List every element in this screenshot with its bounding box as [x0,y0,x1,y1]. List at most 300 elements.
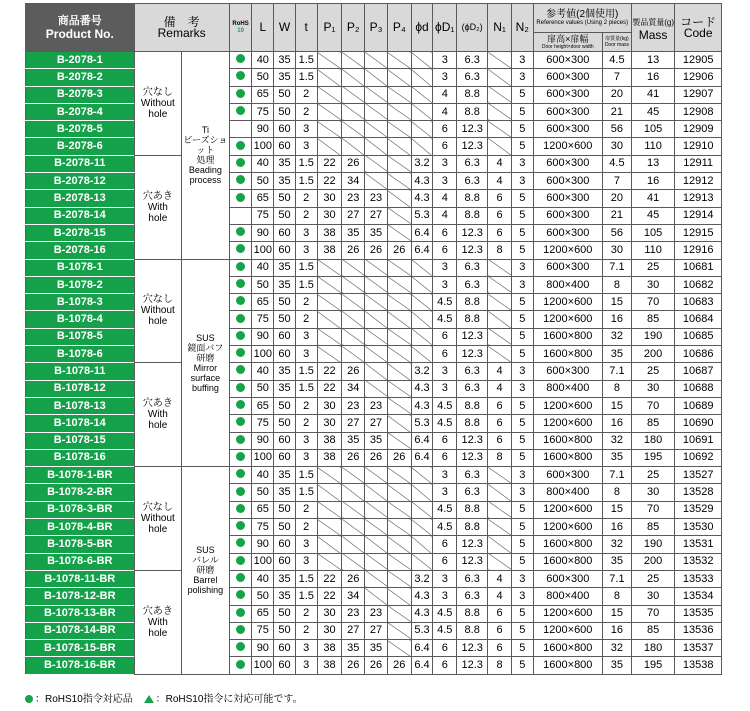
material-finish [182,467,230,675]
cell-L: 65 [252,294,274,311]
cell-D1: 4 [433,103,457,120]
cell-D2: 8.8 [457,397,488,414]
remark-line: hole [148,108,168,120]
cell-N1 [488,259,512,276]
rohs-leaf-icon: 10 [237,27,244,34]
cell-N2: 3 [511,276,533,293]
product-mass: 70 [631,294,674,311]
product-number: B-1078-11-BR [26,570,135,587]
cell-W: 60 [274,553,296,570]
cell-D1: 6 [433,536,457,553]
door-size: 1200×600 [533,501,602,518]
cell-P1 [317,276,342,293]
cell-N2: 3 [511,380,533,397]
cell-N2: 3 [511,52,533,69]
rohs-circle-icon [236,296,245,305]
door-mass: 56 [602,121,631,138]
door-mass: 7.1 [602,259,631,276]
cell-P4 [387,415,411,432]
cell-L: 90 [252,121,274,138]
product-number: B-1078-12-BR [26,588,135,605]
rohs-cell [229,484,252,501]
cell-t: 1.5 [295,173,317,190]
cell-P2: 34 [342,588,365,605]
door-size: 600×300 [533,103,602,120]
cell-L: 40 [252,155,274,172]
cell-W: 50 [274,415,296,432]
table-row [26,69,722,86]
cell-N2: 5 [511,121,533,138]
cell-D1: 6 [433,640,457,657]
cell-P4 [387,294,411,311]
product-number: B-2078-16 [26,242,135,259]
cell-N1: 8 [488,449,512,466]
cell-W: 60 [274,536,296,553]
material-line: process [189,175,222,186]
table-row [26,553,722,570]
door-mass: 32 [602,432,631,449]
cell-W: 60 [274,346,296,363]
cell-P3: 35 [365,640,388,657]
door-size: 1600×800 [533,432,602,449]
cell-P2 [342,121,365,138]
cell-D2: 12.3 [457,224,488,241]
product-code: 13538 [675,657,722,674]
rohs-circle-icon [236,573,245,582]
door-size: 1200×600 [533,397,602,414]
cell-P4 [387,380,411,397]
product-mass: 190 [631,328,674,345]
product-code: 13528 [675,484,722,501]
door-mass: 7.1 [602,570,631,587]
cell-D1: 3 [433,259,457,276]
col-D2: (ϕD₂) [457,4,488,52]
cell-P1 [317,52,342,69]
cell-P4 [387,173,411,190]
cell-L: 75 [252,207,274,224]
door-mass: 16 [602,311,631,328]
rohs-cell [229,536,252,553]
door-size: 1600×800 [533,449,602,466]
product-code: 10690 [675,415,722,432]
remark-with-hole [134,155,182,259]
cell-P3 [365,363,388,380]
cell-D1: 4.5 [433,605,457,622]
rohs-cell [229,121,252,138]
cell-P1: 22 [317,380,342,397]
product-number: B-1078-16-BR [26,657,135,674]
cell-P3: 23 [365,605,388,622]
product-code: 13531 [675,536,722,553]
product-mass: 190 [631,536,674,553]
product-code: 12910 [675,138,722,155]
cell-W: 60 [274,224,296,241]
cell-P4: 26 [387,657,411,674]
cell-P3 [365,501,388,518]
remark-line: 穴なし [142,502,173,514]
rohs-circle-icon [236,590,245,599]
cell-P1 [317,294,342,311]
rohs-circle-icon [236,262,245,271]
rohs-cell [229,380,252,397]
door-mass: 7 [602,173,631,190]
rohs-circle-icon [236,348,245,357]
rohs-cell [229,415,252,432]
cell-P1 [317,467,342,484]
cell-P1 [317,138,342,155]
cell-W: 50 [274,622,296,639]
cell-P3: 27 [365,415,388,432]
cell-N2: 5 [511,657,533,674]
product-mass: 105 [631,224,674,241]
cell-W: 60 [274,657,296,674]
col-P2: P₂ [342,4,365,52]
door-size: 1600×800 [533,657,602,674]
cell-L: 100 [252,553,274,570]
product-mass: 200 [631,346,674,363]
cell-t: 3 [295,242,317,259]
cell-t: 1.5 [295,380,317,397]
cell-N2: 5 [511,622,533,639]
cell-d [411,103,433,120]
product-code: 12916 [675,242,722,259]
cell-P2 [342,328,365,345]
rohs-cell [229,432,252,449]
cell-P1: 30 [317,207,342,224]
cell-P2: 34 [342,173,365,190]
cell-D2: 8.8 [457,207,488,224]
cell-L: 65 [252,397,274,414]
cell-P4 [387,467,411,484]
material-line: SUS [196,332,215,343]
cell-t: 2 [295,397,317,414]
cell-W: 50 [274,103,296,120]
cell-P3 [365,155,388,172]
cell-W: 50 [274,397,296,414]
cell-D2: 8.8 [457,311,488,328]
cell-t: 3 [295,432,317,449]
cell-P1 [317,311,342,328]
cell-t: 2 [295,103,317,120]
table-row [26,173,722,190]
door-size: 1200×600 [533,138,602,155]
cell-N1 [488,311,512,328]
remark-no-hole [134,259,182,363]
table-row [26,380,722,397]
cell-P1: 22 [317,588,342,605]
door-size: 600×300 [533,570,602,587]
cell-P4 [387,276,411,293]
table-row [26,242,722,259]
cell-W: 35 [274,276,296,293]
cell-d [411,52,433,69]
cell-t: 1.5 [295,52,317,69]
door-size: 600×300 [533,363,602,380]
cell-t: 2 [295,622,317,639]
cell-N1: 4 [488,588,512,605]
remark-line: Without [140,305,175,317]
cell-W: 50 [274,501,296,518]
cell-P2 [342,69,365,86]
cell-D1: 3 [433,155,457,172]
product-code: 10692 [675,449,722,466]
door-mass: 4.5 [602,52,631,69]
cell-P2: 27 [342,622,365,639]
product-number: B-1078-1-BR [26,467,135,484]
table-row [26,397,722,414]
cell-L: 50 [252,173,274,190]
cell-W: 35 [274,259,296,276]
rohs-cell [229,449,252,466]
cell-P3: 35 [365,432,388,449]
cell-W: 35 [274,588,296,605]
door-mass: 35 [602,346,631,363]
product-mass: 85 [631,415,674,432]
rohs-triangle-icon [144,695,154,703]
material-line: バレル [192,555,219,566]
rohs-circle-icon [236,314,245,323]
remark-line: hole [148,420,168,432]
cell-D2: 6.3 [457,259,488,276]
rohs-circle-icon [236,331,245,340]
rohs-cell [229,69,252,86]
cell-t: 1.5 [295,259,317,276]
cell-d: 6.4 [411,432,433,449]
rohs-circle-icon [236,469,245,478]
door-size: 800×400 [533,276,602,293]
rohs-circle-icon [236,383,245,392]
cell-d [411,553,433,570]
cell-L: 50 [252,484,274,501]
product-number: B-2078-3 [26,86,135,103]
cell-L: 40 [252,363,274,380]
cell-N2: 5 [511,294,533,311]
cell-W: 60 [274,432,296,449]
cell-t: 2 [295,294,317,311]
cell-N1 [488,294,512,311]
cell-W: 60 [274,328,296,345]
cell-N2: 3 [511,155,533,172]
cell-D2: 6.3 [457,155,488,172]
cell-N2: 5 [511,242,533,259]
cell-P2: 35 [342,640,365,657]
cell-d [411,467,433,484]
rohs-cell [229,103,252,120]
door-size: 600×300 [533,259,602,276]
product-code: 13534 [675,588,722,605]
table-row [26,103,722,120]
remark-with-hole [134,570,182,674]
door-size: 800×400 [533,588,602,605]
cell-N1: 6 [488,397,512,414]
product-mass: 16 [631,173,674,190]
door-mass: 8 [602,484,631,501]
cell-d [411,138,433,155]
cell-D1: 4.5 [433,311,457,328]
cell-N2: 5 [511,103,533,120]
cell-L: 100 [252,657,274,674]
cell-D1: 4.5 [433,622,457,639]
rohs-circle-icon [236,89,245,98]
cell-N1: 6 [488,605,512,622]
table-row [26,519,722,536]
product-mass: 13 [631,155,674,172]
cell-P3 [365,121,388,138]
product-number: B-1078-13-BR [26,605,135,622]
rohs-cell [229,155,252,172]
cell-W: 35 [274,570,296,587]
cell-P4 [387,69,411,86]
cell-d: 3.2 [411,155,433,172]
rohs-circle-icon [236,365,245,374]
product-mass: 30 [631,484,674,501]
remark-line: hole [148,212,168,224]
rohs-circle-icon [236,141,245,150]
material-line: ビーズショット [183,135,228,156]
cell-P1 [317,519,342,536]
cell-P2 [342,86,365,103]
door-size: 600×300 [533,121,602,138]
cell-t: 1.5 [295,155,317,172]
product-code: 10681 [675,259,722,276]
cell-W: 50 [274,86,296,103]
cell-P1 [317,69,342,86]
cell-W: 50 [274,311,296,328]
legend-triangle-text: ：RoHS10指令に対応可能です。 [155,694,303,705]
cell-L: 40 [252,570,274,587]
product-number: B-2078-6 [26,138,135,155]
cell-P3 [365,276,388,293]
cell-L: 75 [252,311,274,328]
material-finish [182,52,230,260]
product-mass: 180 [631,640,674,657]
cell-W: 35 [274,380,296,397]
cell-N2: 3 [511,69,533,86]
rohs-cell [229,224,252,241]
cell-N2: 3 [511,173,533,190]
cell-P3 [365,86,388,103]
rohs-circle-icon [236,642,245,651]
rohs-circle-icon [236,452,245,461]
cell-t: 1.5 [295,467,317,484]
cell-t: 2 [295,501,317,518]
product-mass: 195 [631,449,674,466]
cell-P4 [387,207,411,224]
cell-P2: 34 [342,380,365,397]
cell-P1: 38 [317,242,342,259]
product-code: 13536 [675,622,722,639]
cell-t: 1.5 [295,484,317,501]
cell-D2: 8.8 [457,501,488,518]
cell-N1: 6 [488,224,512,241]
cell-d [411,86,433,103]
col-W: W [274,4,296,52]
rohs-cell [229,328,252,345]
cell-t: 3 [295,449,317,466]
cell-P1: 30 [317,605,342,622]
table-row [26,432,722,449]
cell-N2: 3 [511,467,533,484]
cell-P4 [387,536,411,553]
product-spec-table [25,3,722,675]
cell-W: 60 [274,121,296,138]
material-line: Mirror [193,362,218,373]
product-code: 12907 [675,86,722,103]
cell-d: 6.4 [411,224,433,241]
product-code: 10689 [675,397,722,414]
cell-D1: 4.5 [433,501,457,518]
cell-t: 2 [295,605,317,622]
cell-P3: 35 [365,224,388,241]
cell-P4 [387,519,411,536]
rohs-cell [229,657,252,674]
cell-t: 2 [295,415,317,432]
table-row [26,363,722,380]
product-mass: 16 [631,69,674,86]
door-size: 1600×800 [533,328,602,345]
cell-N1 [488,501,512,518]
rohs-cell [229,86,252,103]
cell-D1: 3 [433,276,457,293]
cell-L: 100 [252,242,274,259]
cell-d [411,536,433,553]
cell-P3: 26 [365,242,388,259]
door-size: 1600×800 [533,553,602,570]
cell-L: 50 [252,69,274,86]
product-number: B-1078-15-BR [26,640,135,657]
product-code: 10685 [675,328,722,345]
door-size: 1200×600 [533,519,602,536]
cell-W: 50 [274,190,296,207]
cell-N1: 6 [488,190,512,207]
cell-P2 [342,103,365,120]
door-mass: 16 [602,622,631,639]
product-mass: 85 [631,519,674,536]
cell-N2: 3 [511,259,533,276]
product-mass: 70 [631,397,674,414]
cell-d: 4.3 [411,173,433,190]
cell-d: 4.3 [411,605,433,622]
cell-d: 6.4 [411,657,433,674]
cell-N2: 3 [511,484,533,501]
cell-D2: 6.3 [457,484,488,501]
cell-P2: 35 [342,224,365,241]
cell-P4 [387,155,411,172]
rohs-cell [229,605,252,622]
product-code: 13537 [675,640,722,657]
cell-d: 4.3 [411,190,433,207]
door-mass: 8 [602,380,631,397]
cell-L: 40 [252,467,274,484]
col-N2: N₂ [511,4,533,52]
cell-P1: 30 [317,190,342,207]
product-number: B-1078-6-BR [26,553,135,570]
table-row [26,588,722,605]
cell-P2 [342,484,365,501]
cell-d [411,69,433,86]
cell-P2: 26 [342,570,365,587]
cell-t: 3 [295,121,317,138]
cell-P1: 38 [317,657,342,674]
rohs-cell [229,363,252,380]
cell-N2: 5 [511,553,533,570]
rohs-circle-icon [236,227,245,236]
cell-d: 4.3 [411,380,433,397]
cell-P4 [387,501,411,518]
cell-W: 60 [274,449,296,466]
cell-d [411,276,433,293]
cell-t: 2 [295,207,317,224]
